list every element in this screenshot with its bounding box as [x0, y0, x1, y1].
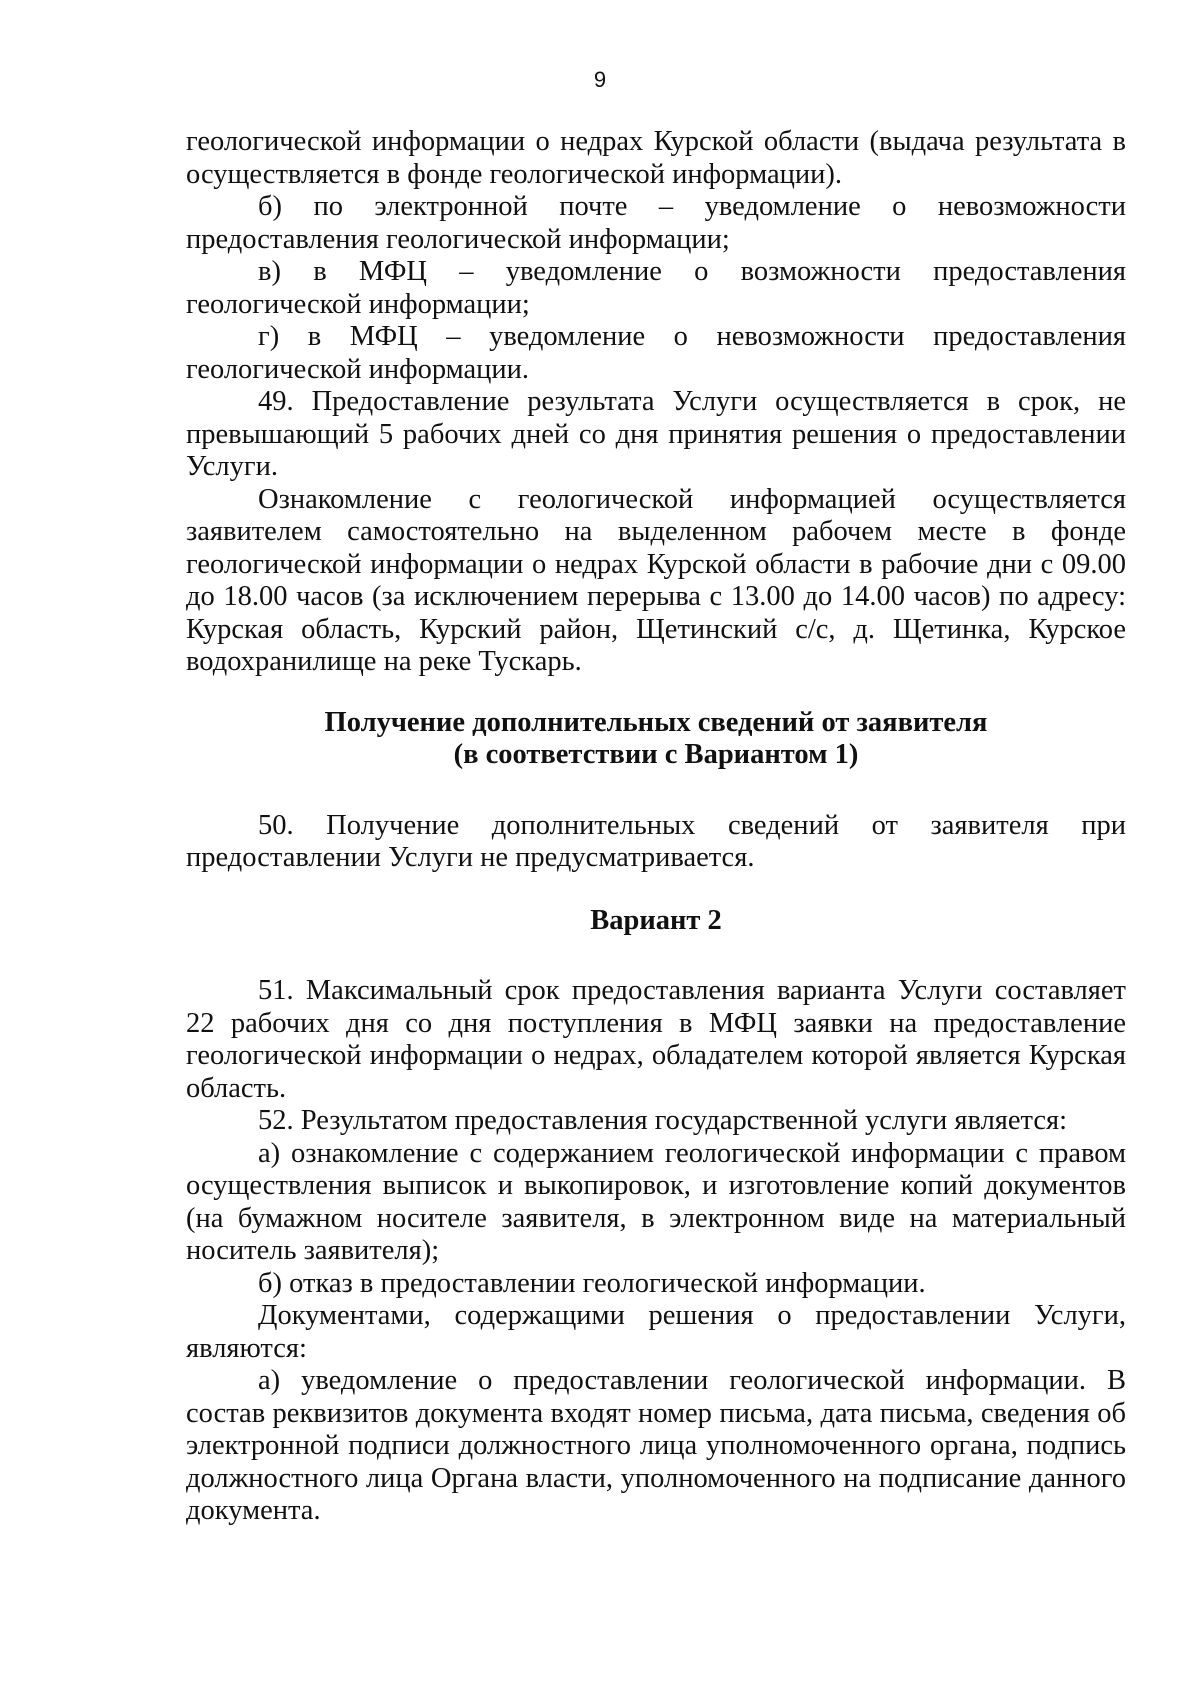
paragraph-52: 52. Результатом предоставления государственной услуги является: — [258, 1105, 1068, 1136]
section-heading-line-1: Получение дополнительных сведений от заявителя — [324, 706, 988, 738]
page-number: 9 — [593, 67, 607, 92]
paragraph-item-v: в) в МФЦ – уведомление о возможности предоставления геологической информации; — [186, 256, 1126, 320]
section-heading-variant-2 — [186, 905, 1126, 938]
paragraph-decision-item-a: а) уведомление о предоставлении геологической информации. В состав реквизитов документа входят номер письма, дата письма, сведения об электронной подписи должностного лица уполномоченного органа, подпись должностного лица Органа власти, уполномоченного на подписание данного документа. — [186, 1365, 1126, 1526]
paragraph-51: 51. Максимальный срок предоставления варианта Услуги составляет 22 рабочих дня со дня поступления в МФЦ заявки на предоставление геологической информации о недрах, обладателем которой является Курская область. — [186, 975, 1126, 1104]
document-body — [186, 126, 1126, 1528]
paragraph-52-item-b: б) отказ в предоставлении геологической информации. — [258, 1267, 926, 1299]
paragraph-52-item-a: а) ознакомление с содержанием геологической информации с правом осуществления выписок и выкопировок, и изготовление копий документов (на бумажном носителе заявителя, в электронном виде на материальный носитель заявителя); — [186, 1137, 1126, 1266]
paragraph-acquaintance: Ознакомление с геологической информацией осуществляется заявителем самостоятельно на выделенном рабочем месте в фонде геологической информации о недрах Курской области в рабочие дни с 09.00 до 18.00 часов (за исключением перерыва с 13.00 до 14.00 часов) по адресу: Курская область, Курский район, Щетинский с/с, д. Щетинка, Курское водохранилище на реке Тускарь. — [186, 483, 1126, 677]
section-heading-line-2: (в соответствии с Вариантом 1) — [453, 739, 859, 770]
paragraph-50: 50. Получение дополнительных сведений от заявителя при предоставлении Услуги не предусматривается. — [186, 809, 1126, 873]
paragraph-continuation: геологической информации о недрах Курской области (выдача результата в осуществляется в фонде геологической информации). — [186, 126, 1126, 190]
paragraph-item-g: г) в МФЦ – уведомление о невозможности предоставления геологической информации. — [186, 321, 1126, 385]
paragraph-item-b: б) по электронной почте – уведомление о невозможности предоставления геологической информации; — [186, 191, 1126, 255]
paragraph-49: 49. Предоставление результата Услуги осуществляется в срок, не превышающий 5 рабочих дней со дня принятия решения о предоставлении Услуги. — [186, 386, 1126, 482]
variant-2-title: Вариант 2 — [590, 904, 722, 936]
section-heading-additional-info — [186, 707, 1126, 772]
paragraph-decision-documents: Документами, содержащими решения о предоставлении Услуги, являются: — [186, 1300, 1126, 1364]
